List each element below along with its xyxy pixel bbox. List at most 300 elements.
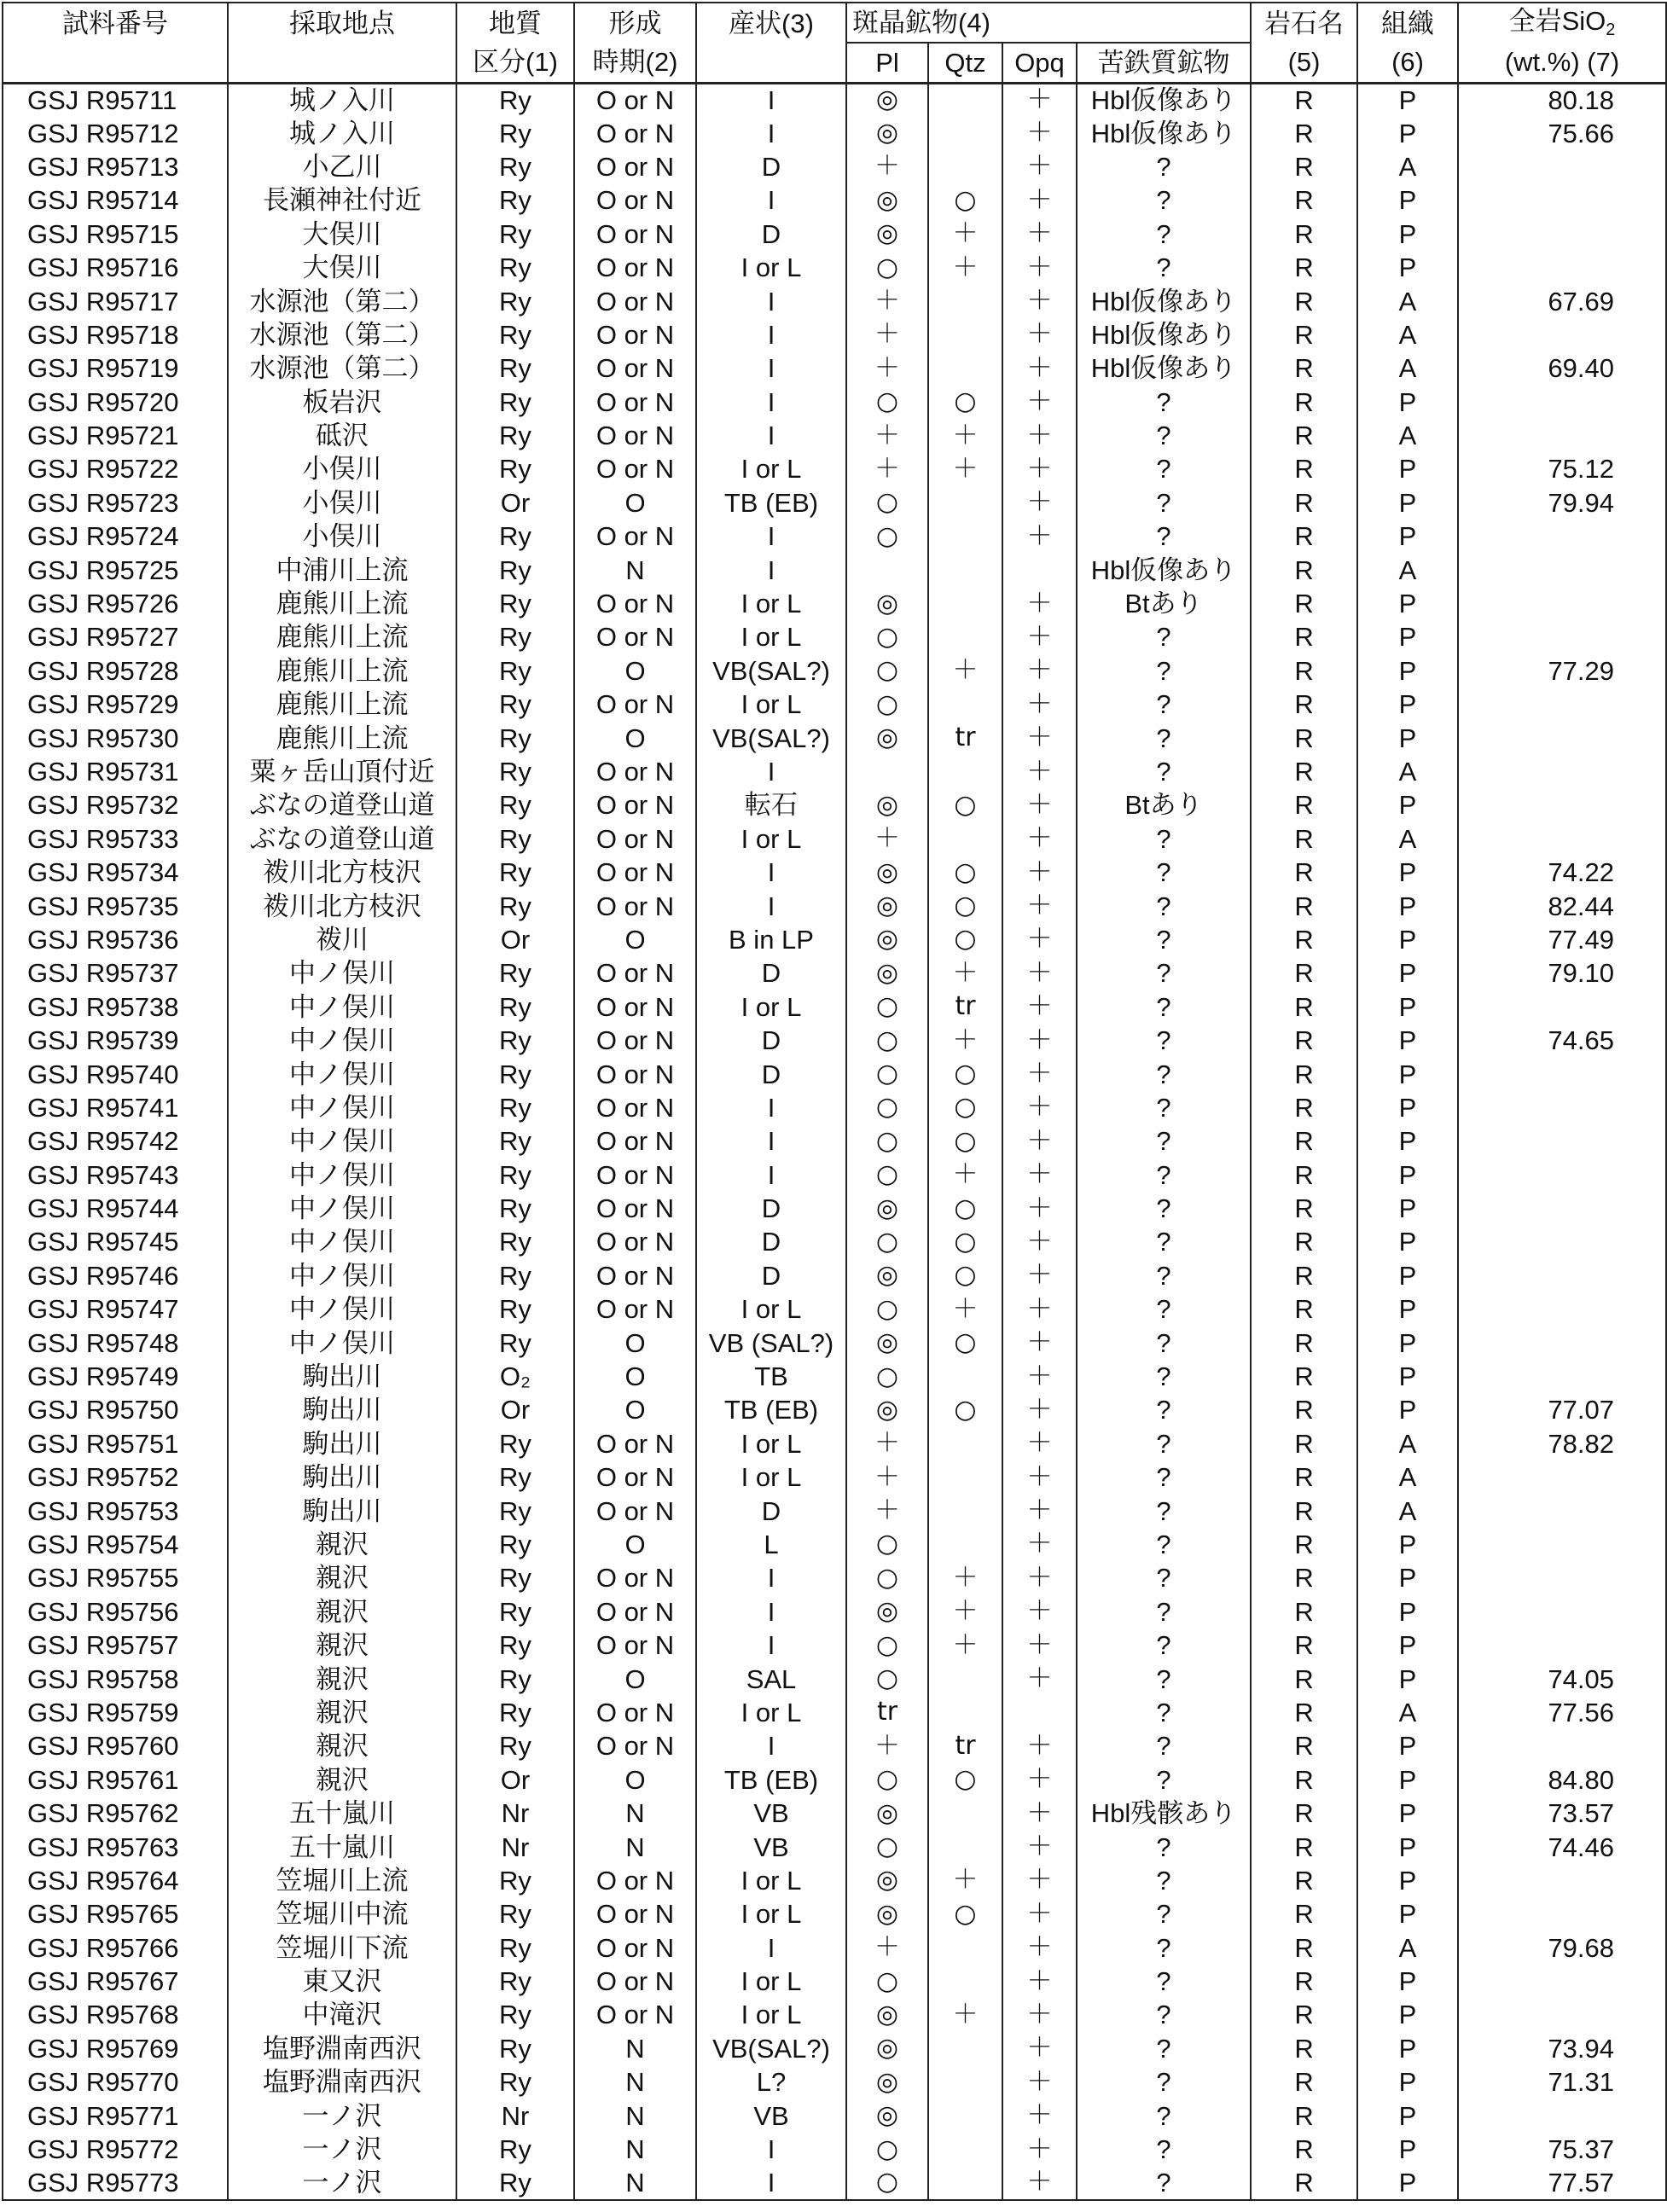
cell-location: 親沢 [228, 1629, 456, 1662]
table-row [3, 83, 1666, 116]
cell-location: 中ノ俣川 [228, 1091, 456, 1124]
cell-rock-name: R [1251, 721, 1357, 754]
cell-geology: Ry [456, 1057, 574, 1090]
cell-location: ぶなの道登山道 [228, 822, 456, 856]
cell-qtz: ＋ [928, 1024, 1002, 1057]
cell-sio2 [1458, 1124, 1666, 1158]
cell-occurrence: D [696, 1494, 846, 1527]
cell-rock-name: R [1251, 1393, 1357, 1426]
cell-qtz: ＋ [928, 1864, 1002, 1897]
cell-sio2 [1458, 620, 1666, 653]
cell-mafic: ? [1077, 1360, 1251, 1393]
cell-qtz [928, 2099, 1002, 2132]
cell-formation: O or N [574, 419, 696, 452]
cell-occurrence: I or L [696, 1292, 846, 1326]
table-row [3, 1360, 1666, 1393]
cell-sio2 [1458, 183, 1666, 217]
cell-location: 中ノ俣川 [228, 990, 456, 1024]
cell-geology: Ry [456, 1965, 574, 1998]
cell-mafic: ? [1077, 2166, 1251, 2199]
cell-mafic: Hbl仮像あり [1077, 284, 1251, 317]
cell-pl: ◎ [846, 1326, 928, 1359]
cell-location: 駒出川 [228, 1460, 456, 1494]
cell-formation: O [574, 923, 696, 956]
cell-formation: O or N [574, 218, 696, 251]
cell-rock-name: R [1251, 2133, 1357, 2166]
cell-rock-name: R [1251, 218, 1357, 251]
cell-qtz [928, 351, 1002, 385]
cell-rock-name: R [1251, 956, 1357, 990]
cell-mafic: ? [1077, 990, 1251, 1024]
cell-geology: Nr [456, 2099, 574, 2132]
cell-opq: ＋ [1002, 1158, 1077, 1192]
cell-pl: ＋ [846, 351, 928, 385]
cell-qtz: ＋ [928, 1158, 1002, 1192]
cell-geology: Ry [456, 1192, 574, 1225]
cell-qtz: ＋ [928, 1292, 1002, 1326]
cell-pl: ◎ [846, 83, 928, 116]
cell-pl: ○ [846, 386, 928, 419]
cell-formation: O or N [574, 1494, 696, 1527]
cell-formation: O or N [574, 351, 696, 385]
cell-opq: ＋ [1002, 386, 1077, 419]
cell-mafic: ? [1077, 2133, 1251, 2166]
cell-sio2: 78.82 [1458, 1427, 1666, 1460]
cell-opq: ＋ [1002, 1763, 1077, 1797]
table-row [3, 889, 1666, 922]
cell-sio2 [1458, 1326, 1666, 1359]
cell-opq: ＋ [1002, 218, 1077, 251]
cell-occurrence: VB [696, 1797, 846, 1830]
cell-location: 親沢 [228, 1561, 456, 1594]
cell-qtz: ○ [928, 1763, 1002, 1797]
cell-geology: Nr [456, 1830, 574, 1863]
cell-mafic: ? [1077, 654, 1251, 688]
cell-texture: P [1357, 1393, 1458, 1426]
cell-location: 鹿熊川上流 [228, 620, 456, 653]
cell-rock-name: R [1251, 553, 1357, 586]
cell-formation: O or N [574, 1057, 696, 1090]
table-row [3, 856, 1666, 889]
cell-opq: ＋ [1002, 1360, 1077, 1393]
cell-geology: Ry [456, 1662, 574, 1695]
cell-texture: A [1357, 1930, 1458, 1964]
cell-qtz [928, 1696, 1002, 1729]
cell-rock-name: R [1251, 1057, 1357, 1090]
cell-occurrence: VB(SAL?) [696, 721, 846, 754]
cell-location: 鹿熊川上流 [228, 587, 456, 620]
cell-sample-no: GSJ R95734 [3, 856, 228, 889]
table-row [3, 1427, 1666, 1460]
table-row [3, 1292, 1666, 1326]
cell-opq: ＋ [1002, 1427, 1077, 1460]
cell-texture: P [1357, 1192, 1458, 1225]
table-row [3, 284, 1666, 317]
cell-occurrence: I or L [696, 1696, 846, 1729]
cell-mafic: ? [1077, 721, 1251, 754]
cell-qtz [928, 83, 1002, 116]
cell-formation: O or N [574, 755, 696, 788]
cell-sample-no: GSJ R95765 [3, 1897, 228, 1930]
cell-location: 中ノ俣川 [228, 1057, 456, 1090]
cell-geology: Ry [456, 587, 574, 620]
cell-rock-name: R [1251, 688, 1357, 721]
cell-occurrence: I or L [696, 1460, 846, 1494]
cell-location: 笠堀川上流 [228, 1864, 456, 1897]
cell-sio2: 69.40 [1458, 351, 1666, 385]
cell-texture: P [1357, 956, 1458, 990]
cell-sio2: 77.49 [1458, 923, 1666, 956]
cell-mafic: ? [1077, 386, 1251, 419]
cell-formation: O [574, 1763, 696, 1797]
cell-occurrence: I [696, 553, 846, 586]
cell-sio2 [1458, 1494, 1666, 1527]
cell-formation: O or N [574, 822, 696, 856]
cell-pl: ○ [846, 1091, 928, 1124]
cell-sample-no: GSJ R95730 [3, 721, 228, 754]
cell-occurrence: I [696, 755, 846, 788]
cell-qtz [928, 1360, 1002, 1393]
cell-geology: Ry [456, 1259, 574, 1292]
cell-qtz [928, 1494, 1002, 1527]
cell-sio2 [1458, 1561, 1666, 1594]
cell-sample-no: GSJ R95754 [3, 1528, 228, 1561]
cell-location: 袯川北方枝沢 [228, 856, 456, 889]
cell-qtz [928, 553, 1002, 586]
cell-location: 水源池（第二） [228, 318, 456, 351]
cell-texture: A [1357, 755, 1458, 788]
cell-location: 砥沢 [228, 419, 456, 452]
cell-qtz [928, 1460, 1002, 1494]
cell-location: 中ノ俣川 [228, 1158, 456, 1192]
cell-occurrence: I [696, 386, 846, 419]
cell-opq: ＋ [1002, 520, 1077, 553]
cell-qtz: tr [928, 721, 1002, 754]
cell-texture: P [1357, 116, 1458, 149]
cell-sio2 [1458, 1897, 1666, 1930]
cell-qtz: ○ [928, 1326, 1002, 1359]
cell-pl: ＋ [846, 1930, 928, 1964]
table-row [3, 654, 1666, 688]
cell-sio2 [1458, 1259, 1666, 1292]
cell-rock-name: R [1251, 1763, 1357, 1797]
cell-sample-no: GSJ R95732 [3, 788, 228, 822]
cell-geology: Ry [456, 1561, 574, 1594]
cell-geology: Ry [456, 183, 574, 217]
cell-mafic: ? [1077, 1897, 1251, 1930]
cell-rock-name: R [1251, 889, 1357, 922]
cell-formation: O or N [574, 452, 696, 485]
table-row [3, 1057, 1666, 1090]
cell-formation: O or N [574, 1427, 696, 1460]
cell-sample-no: GSJ R95722 [3, 452, 228, 485]
cell-geology: Ry [456, 452, 574, 485]
cell-pl: ○ [846, 1024, 928, 1057]
cell-mafic: Hbl仮像あり [1077, 116, 1251, 149]
cell-qtz: ○ [928, 1259, 1002, 1292]
cell-sample-no: GSJ R95726 [3, 587, 228, 620]
table-row [3, 1595, 1666, 1629]
cell-location: 一ノ沢 [228, 2133, 456, 2166]
cell-pl: ○ [846, 1662, 928, 1695]
cell-occurrence: SAL [696, 1662, 846, 1695]
cell-sample-no: GSJ R95712 [3, 116, 228, 149]
cell-geology: Ry [456, 1124, 574, 1158]
cell-sio2 [1458, 822, 1666, 856]
cell-texture: P [1357, 620, 1458, 653]
cell-occurrence: I or L [696, 1965, 846, 1998]
cell-mafic: ? [1077, 486, 1251, 520]
cell-opq: ＋ [1002, 1225, 1077, 1258]
cell-opq: ＋ [1002, 1662, 1077, 1695]
cell-texture: P [1357, 1998, 1458, 2031]
cell-pl: ◎ [846, 1595, 928, 1629]
cell-pl: ○ [846, 1629, 928, 1662]
cell-opq [1002, 1696, 1077, 1729]
cell-occurrence: I [696, 1091, 846, 1124]
cell-geology: Ry [456, 1460, 574, 1494]
cell-mafic: ? [1077, 218, 1251, 251]
cell-texture: A [1357, 822, 1458, 856]
cell-formation: O [574, 1393, 696, 1426]
cell-geology: Ry [456, 520, 574, 553]
cell-sample-no: GSJ R95767 [3, 1965, 228, 1998]
cell-formation: O or N [574, 1595, 696, 1629]
cell-formation: N [574, 2032, 696, 2065]
cell-formation: O [574, 1528, 696, 1561]
cell-geology: Ry [456, 1897, 574, 1930]
cell-sio2: 75.66 [1458, 116, 1666, 149]
cell-rock-name: R [1251, 1629, 1357, 1662]
cell-sio2 [1458, 788, 1666, 822]
header-location-sub [228, 43, 456, 83]
table-row [3, 150, 1666, 183]
cell-location: 駒出川 [228, 1427, 456, 1460]
cell-sio2 [1458, 755, 1666, 788]
table-row [3, 620, 1666, 653]
cell-mafic: ? [1077, 1662, 1251, 1695]
cell-occurrence: I or L [696, 620, 846, 653]
cell-occurrence: I [696, 83, 846, 116]
cell-rock-name: R [1251, 654, 1357, 688]
cell-texture: P [1357, 452, 1458, 485]
cell-rock-name: R [1251, 284, 1357, 317]
cell-geology: Ry [456, 1864, 574, 1897]
cell-formation: O or N [574, 116, 696, 149]
cell-formation: O or N [574, 1930, 696, 1964]
cell-texture: P [1357, 520, 1458, 553]
cell-sio2 [1458, 1091, 1666, 1124]
cell-formation: O [574, 654, 696, 688]
cell-texture: P [1357, 889, 1458, 922]
cell-formation: O or N [574, 520, 696, 553]
cell-qtz [928, 284, 1002, 317]
cell-sio2 [1458, 721, 1666, 754]
cell-opq: ＋ [1002, 1930, 1077, 1964]
cell-sio2: 73.94 [1458, 2032, 1666, 2065]
cell-pl: ◎ [846, 1998, 928, 2031]
cell-texture: P [1357, 1561, 1458, 1594]
cell-texture: A [1357, 1427, 1458, 1460]
cell-sample-no: GSJ R95760 [3, 1729, 228, 1762]
cell-location: 中ノ俣川 [228, 956, 456, 990]
cell-geology: Nr [456, 1797, 574, 1830]
cell-occurrence: VB [696, 1830, 846, 1863]
cell-mafic: ? [1077, 251, 1251, 284]
cell-occurrence: I or L [696, 587, 846, 620]
cell-mafic: ? [1077, 1763, 1251, 1797]
cell-sio2 [1458, 990, 1666, 1024]
cell-occurrence: D [696, 1057, 846, 1090]
cell-location: 粟ヶ岳山頂付近 [228, 755, 456, 788]
cell-texture: P [1357, 2166, 1458, 2199]
cell-location: 中ノ俣川 [228, 1259, 456, 1292]
cell-rock-name: R [1251, 1729, 1357, 1762]
cell-pl: ○ [846, 654, 928, 688]
cell-mafic: ? [1077, 1225, 1251, 1258]
cell-sample-no: GSJ R95743 [3, 1158, 228, 1192]
cell-mafic: ? [1077, 452, 1251, 485]
cell-rock-name: R [1251, 1897, 1357, 1930]
cell-texture: A [1357, 1460, 1458, 1494]
cell-rock-name: R [1251, 2166, 1357, 2199]
cell-opq: ＋ [1002, 822, 1077, 856]
cell-sio2: 74.46 [1458, 1830, 1666, 1863]
cell-opq: ＋ [1002, 1292, 1077, 1326]
cell-pl: ○ [846, 620, 928, 653]
cell-occurrence: I or L [696, 1998, 846, 2031]
cell-rock-name: R [1251, 318, 1357, 351]
cell-mafic: ? [1077, 1965, 1251, 1998]
cell-sio2 [1458, 419, 1666, 452]
cell-texture: A [1357, 419, 1458, 452]
cell-rock-name: R [1251, 1225, 1357, 1258]
cell-rock-name: R [1251, 1494, 1357, 1527]
cell-rock-name: R [1251, 1192, 1357, 1225]
cell-qtz: ＋ [928, 251, 1002, 284]
cell-location: 五十嵐川 [228, 1830, 456, 1863]
cell-texture: A [1357, 1696, 1458, 1729]
cell-location: 鹿熊川上流 [228, 721, 456, 754]
cell-rock-name: R [1251, 1360, 1357, 1393]
header-sio2-sub: (wt.%) (7) [1458, 43, 1666, 83]
cell-occurrence: I [696, 116, 846, 149]
cell-qtz [928, 688, 1002, 721]
cell-sample-no: GSJ R95753 [3, 1494, 228, 1527]
cell-formation: O or N [574, 1259, 696, 1292]
cell-texture: P [1357, 654, 1458, 688]
cell-formation: O [574, 1326, 696, 1359]
cell-qtz [928, 318, 1002, 351]
cell-location: 親沢 [228, 1528, 456, 1561]
header-pl: Pl [846, 43, 928, 83]
cell-geology: Ry [456, 2133, 574, 2166]
cell-formation: O or N [574, 889, 696, 922]
cell-geology: Ry [456, 1595, 574, 1629]
cell-pl: ＋ [846, 822, 928, 856]
cell-qtz [928, 2133, 1002, 2166]
table-row [3, 721, 1666, 754]
cell-occurrence: I [696, 1930, 846, 1964]
cell-geology: Ry [456, 889, 574, 922]
cell-sio2: 74.65 [1458, 1024, 1666, 1057]
cell-geology: Or [456, 923, 574, 956]
cell-opq: ＋ [1002, 1864, 1077, 1897]
cell-geology: Ry [456, 956, 574, 990]
header-rock-name: 岩石名 [1251, 3, 1357, 43]
header-qtz: Qtz [928, 43, 1002, 83]
cell-pl: ＋ [846, 419, 928, 452]
cell-texture: P [1357, 2133, 1458, 2166]
cell-formation: O or N [574, 1965, 696, 1998]
cell-occurrence: I or L [696, 452, 846, 485]
cell-rock-name: R [1251, 1326, 1357, 1359]
header-occurrence: 産状(3) [696, 3, 846, 43]
cell-geology: Ry [456, 654, 574, 688]
header-texture-sub: (6) [1357, 43, 1458, 83]
cell-location: 中浦川上流 [228, 553, 456, 586]
cell-sample-no: GSJ R95721 [3, 419, 228, 452]
table-row [3, 1930, 1666, 1964]
cell-sample-no: GSJ R95766 [3, 1930, 228, 1964]
cell-qtz: ＋ [928, 1998, 1002, 2031]
cell-rock-name: R [1251, 1259, 1357, 1292]
cell-formation: O or N [574, 1729, 696, 1762]
table-row [3, 990, 1666, 1024]
table-row [3, 1662, 1666, 1695]
cell-rock-name: R [1251, 1662, 1357, 1695]
cell-mafic: ? [1077, 2032, 1251, 2065]
cell-sample-no: GSJ R95751 [3, 1427, 228, 1460]
cell-sample-no: GSJ R95713 [3, 150, 228, 183]
cell-rock-name: R [1251, 1864, 1357, 1897]
cell-sample-no: GSJ R95723 [3, 486, 228, 520]
cell-sio2 [1458, 587, 1666, 620]
cell-mafic: ? [1077, 1494, 1251, 1527]
cell-pl: ◎ [846, 889, 928, 922]
cell-pl: ○ [846, 1158, 928, 1192]
cell-opq: ＋ [1002, 2133, 1077, 2166]
cell-geology: Ry [456, 284, 574, 317]
cell-texture: P [1357, 1292, 1458, 1326]
cell-qtz: ○ [928, 788, 1002, 822]
cell-sample-no: GSJ R95756 [3, 1595, 228, 1629]
cell-qtz [928, 620, 1002, 653]
cell-qtz [928, 1965, 1002, 1998]
cell-formation: O or N [574, 1292, 696, 1326]
cell-mafic: ? [1077, 1998, 1251, 2031]
cell-opq: ＋ [1002, 1528, 1077, 1561]
table-row [3, 1225, 1666, 1258]
table-row [3, 1864, 1666, 1897]
cell-rock-name: R [1251, 1930, 1357, 1964]
cell-qtz: ○ [928, 1225, 1002, 1258]
cell-occurrence: VB [696, 2099, 846, 2132]
cell-mafic: ? [1077, 1864, 1251, 1897]
cell-location: 城ノ入川 [228, 83, 456, 116]
cell-location: 鹿熊川上流 [228, 688, 456, 721]
cell-mafic: ? [1077, 1460, 1251, 1494]
cell-rock-name: R [1251, 1797, 1357, 1830]
cell-pl: ◎ [846, 923, 928, 956]
cell-texture: P [1357, 1897, 1458, 1930]
table-row [3, 419, 1666, 452]
cell-opq: ＋ [1002, 755, 1077, 788]
cell-formation: O or N [574, 318, 696, 351]
cell-sample-no: GSJ R95755 [3, 1561, 228, 1594]
cell-geology: Ry [456, 1629, 574, 1662]
cell-sample-no: GSJ R95720 [3, 386, 228, 419]
